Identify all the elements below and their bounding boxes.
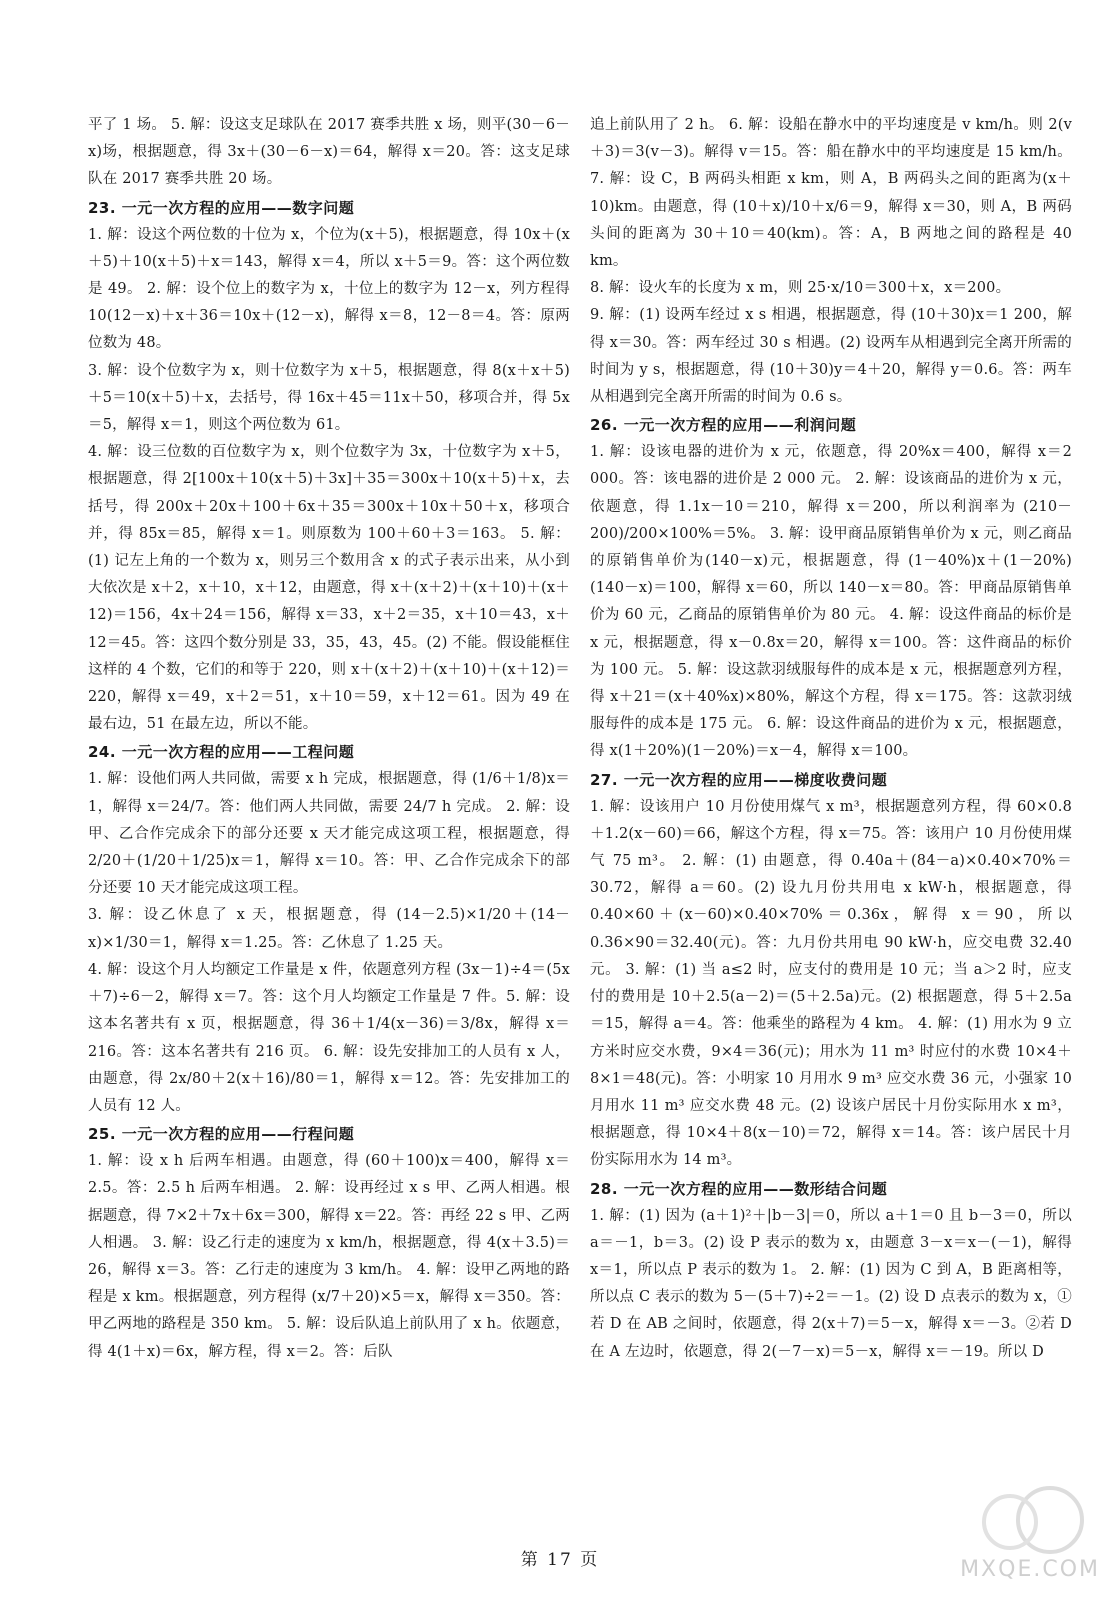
answer-paragraph: 1. 解：设他们两人共同做，需要 x h 完成，根据题意，得 (1/6＋1/8)x＝1，解得 x＝24/7。答：他们两人共同做，需要 24/7 h 完成。 2. 解：设甲、乙合作完成余下的部分还要 x 天才能完成这项工程，根据题意，得 2/20＋(1/20＋1/25)x＝1，解得 x＝10。答：甲、乙合作完成余下的部分还要 10 天才能完成这项工程。 — [88, 771, 570, 897]
answer-paragraph: 9. 解：(1) 设两车经过 x s 相遇，根据题意，得 (10＋30)x＝1 200，解得 x＝30。答：两车经过 30 s 相遇。(2) 设两车从相遇到完全离开所需的时间为 y s，根据题意，得 (10＋30)y＝4＋20，解得 y＝0.6。答：两车从相遇到完全离开所需的时间为 0.6 s。 — [590, 307, 1072, 406]
answer-paragraph: 3. 解：设乙休息了 x 天，根据题意，得 (14－2.5)×1/20＋(14－x)×1/30＝1，解得 x＝1.25。答：乙休息了 1.25 天。 — [88, 907, 570, 951]
watermark-text: MXQE.COM — [960, 1557, 1100, 1582]
section-heading: 28. 一元一次方程的应用——数形结合问题 — [590, 1179, 888, 1198]
section-heading: 26. 一元一次方程的应用——利润问题 — [590, 416, 857, 435]
answer-paragraph: 8. 解：设火车的长度为 x m，则 25·x/10＝300＋x，x＝200。 — [590, 280, 1011, 297]
answer-paragraph: 1. 解：设该用户 10 月份使用煤气 x m³，根据题意列方程，得 60×0.8＋1.2(x－60)＝66，解这个方程，得 x＝75。答：该用户 10 月份使用煤气 75 m³。 2. 解：(1) 由题意，得 0.40a＋(84－a)×0.40×70%＝30.72，解得 a＝60。(2) 设九月份共用电 x kW·h，根据题意，得 0.40×60＋(x－60)×0.40×70%＝0.36x，解得 x＝90，所以 0.36×90＝32.40(元)。答：九月份共用电 90 kW·h，应交电费 32.40 元。 3. 解：(1) 当 a≤2 时，应支付的费用是 10 元；当 a＞2 时，应支付的费用是 10＋2.5(a－2)＝(5＋2.5a)元。(2) 根据题意，得 5＋2.5a＝15，解得 a＝4。答：他乘坐的路程为 4 km。 4. 解：(1) 用水为 9 立方米时应交水费，9×4＝36(元)；用水为 11 m³ 时应付的水费 10×4＋8×1＝48(元)。答：小明家 10 月用水 9 m³ 应交水费 36 元，小强家 10 月用水 11 m³ 应交水费 48 元。(2) 设该户居民十月份实际用水 x m³，根据题意，得 10×4＋8(x－10)＝72，解得 x＝14。答：该户居民十月份实际用水为 14 m³。 — [590, 798, 1072, 1169]
section-heading: 25. 一元一次方程的应用——行程问题 — [88, 1125, 355, 1144]
answer-paragraph: 追上前队用了 2 h。 6. 解：设船在静水中的平均速度是 v km/h。则 2(v＋3)＝3(v－3)。解得 v＝15。答：船在静水中的平均速度是 15 km/h。 7. 解：设 C，B 两码头相距 x km，则 A，B 两码头之间的距离为(x＋10)km。由题意，得 (10＋x)/10＋x/6＝9，解得 x＝30，则 A，B 两码头间的距离为 30＋10＝40(km)。答：A，B 两地之间的路程是 40 km。 — [590, 117, 1072, 270]
watermark-logo — [900, 1470, 1100, 1590]
section-heading: 27. 一元一次方程的应用——梯度收费问题 — [590, 770, 888, 789]
answer-paragraph: 平了 1 场。 5. 解：设这支足球队在 2017 赛季共胜 x 场，则平(30－6－x)场，根据题意，得 3x＋(30－6－x)＝64，解得 x＝20。答：这支足球队在 2017 赛季共胜 20 场。 — [88, 117, 570, 188]
page-number: 第 17 页 — [520, 1550, 600, 1570]
right-column — [590, 112, 1072, 1537]
section-heading: 24. 一元一次方程的应用——工程问题 — [88, 743, 355, 762]
section-heading: 23. 一元一次方程的应用——数字问题 — [88, 198, 355, 217]
answer-paragraph: 1. 解：设 x h 后两车相遇。由题意，得 (60＋100)x＝400，解得 x＝2.5。答：2.5 h 后两车相遇。 2. 解：设再经过 x s 甲、乙两人相遇。根据题意，得 7×2＋7x＋6x＝300，解得 x＝22。答：再经 22 s 甲、乙两人相遇。 3. 解：设乙行走的速度为 x km/h，根据题意，得 4(x＋3.5)＝26，解得 x＝3。答：乙行走的速度为 3 km/h。 4. 解：设甲乙两地的路程是 x km。根据题意，列方程得 (x/7＋20)×5＝x，解得 x＝350。答：甲乙两地的路程是 350 km。 5. 解：设后队追上前队用了 x h。依题意，得 4(1＋x)＝6x，解方程，得 x＝2。答：后队 — [88, 1153, 570, 1360]
left-column — [88, 112, 570, 1537]
answer-paragraph: 3. 解：设个位数字为 x，则十位数字为 x＋5，根据题意，得 8(x＋x＋5)＋5＝10(x＋5)＋x，去括号，得 16x＋45＝11x＋50，移项合并，得 5x＝5，解得 x＝1，则这个两位数为 61。 — [88, 362, 570, 434]
answer-paragraph: 1. 解：(1) 因为 (a＋1)²＋|b－3|＝0，所以 a＋1＝0 且 b－3＝0，所以 a＝－1，b＝3。(2) 设 P 表示的数为 x，由题意 3－x＝x－(－1)，解得 x＝1，所以点 P 表示的数为 1。 2. 解：(1) 因为 C 到 A，B 距离相等，所以点 C 表示的数为 5－(5＋7)÷2＝－1。(2) 设 D 点表示的数为 x，①若 D 在 AB 之间时，依题意，得 2(x＋7)＝5－x，解得 x＝－3。②若 D 在 A 左边时，依题意，得 2(－7－x)＝5－x，解得 x＝－19。所以 D — [590, 1207, 1072, 1360]
answer-paragraph: 1. 解：设该电器的进价为 x 元，依题意，得 20%x＝400，解得 x＝2 000。答：该电器的进价是 2 000 元。 2. 解：设该商品的进价为 x 元，依题意，得 1.1x－10＝210，解得 x＝200，所以利润率为 (210－200)/200×100%＝5%。 3. 解：设甲商品原销售单价为 x 元，则乙商品的原销售单价为(140－x)元，根据题意，得 (1－40%)x＋(1－20%)(140－x)＝100，解得 x＝60，所以 140－x＝80。答：甲商品原销售单价为 60 元，乙商品的原销售单价为 80 元。 4. 解：设这件商品的标价是 x 元，根据题意，得 x－0.8x＝20，解得 x＝100。答：这件商品的标价为 100 元。 5. 解：设这款羽绒服每件的成本是 x 元，根据题意列方程，得 x＋21＝(x＋40%x)×80%，解这个方程，得 x＝175。答：这款羽绒服每件的成本是 175 元。 6. 解：设这件商品的进价为 x 元，根据题意，得 x(1＋20%)(1－20%)＝x－4，解得 x＝100。 — [590, 444, 1072, 760]
answer-paragraph: 1. 解：设这个两位数的十位为 x，个位为(x＋5)，根据题意，得 10x＋(x＋5)＋10(x＋5)＋x＝143，解得 x＝4，所以 x＋5＝9。答：这个两位数是 49。 2. 解：设个位上的数字为 x，十位上的数字为 12－x，列方程得 10(12－x)＋x＋36＝10x＋(12－x)，解得 x＝8，12－8＝4。答：原两位数为 48。 — [88, 226, 570, 352]
answer-paragraph: 4. 解：设这个月人均额定工作量是 x 件，依题意列方程 (3x－1)÷4＝(5x＋7)÷6－2，解得 x＝7。答：这个月人均额定工作量是 7 件。5. 解：设这本名著共有 x 页，根据题意，得 36＋1/4(x－36)＝3/8x，解得 x＝216。答：这本名著共有 216 页。 6. 解：设先安排加工的人员有 x 人，由题意，得 2x/80＋2(x＋16)/80＝1，解得 x＝12。答：先安排加工的人员有 12 人。 — [88, 961, 570, 1114]
answer-paragraph: 4. 解：设三位数的百位数字为 x，则个位数字为 3x，十位数字为 x＋5，根据题意，得 2[100x＋10(x＋5)＋3x]＋35＝300x＋10(x＋5)＋x，去括号，得 200x＋20x＋100＋6x＋35＝300x＋10x＋50＋x，移项合并，得 85x＝85，解得 x＝1。则原数为 100＋60＋3＝163。 5. 解：(1) 记左上角的一个数为 x，则另三个数用含 x 的式子表示出来，从小到大依次是 x＋2，x＋10，x＋12，由题意，得 x＋(x＋2)＋(x＋10)＋(x＋12)＝156，4x＋24＝156，解得 x＝33，x＋2＝35，x＋10＝43，x＋12＝45。答：这四个数分别是 33，35，43，45。(2) 不能。假设能框住这样的 4 个数，它们的和等于 220，则 x＋(x＋2)＋(x＋10)＋(x＋12)＝220，解得 x＝49，x＋2＝51，x＋10＝59，x＋12＝61。因为 49 在最右边，51 在最左边，所以不能。 — [88, 444, 570, 733]
